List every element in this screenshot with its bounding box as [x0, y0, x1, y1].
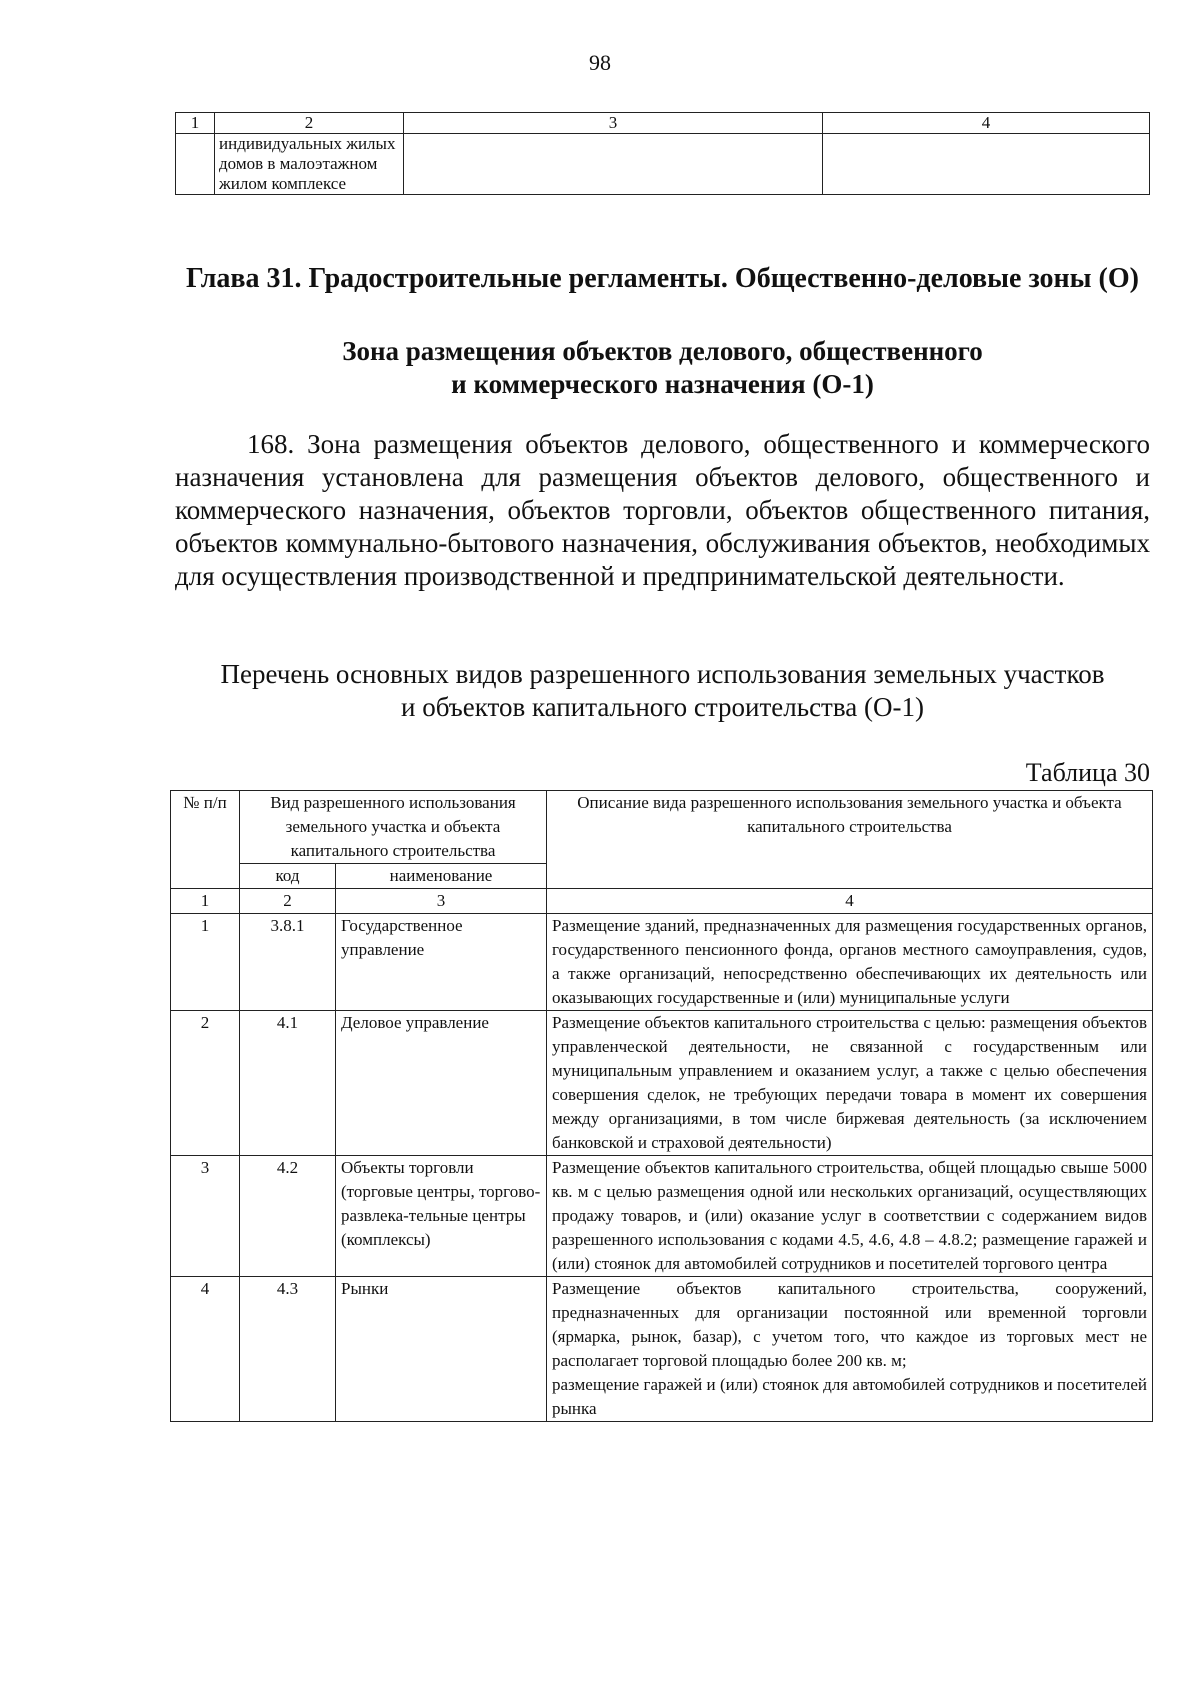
page-number: 98 — [589, 50, 611, 75]
table-row — [171, 914, 1153, 1011]
row-code-cell: 4.3 — [240, 1277, 336, 1422]
column-number-row — [171, 889, 1153, 914]
zone-title-line: и коммерческого назначения (О-1) — [451, 369, 874, 399]
row-description-cell: Размещение объектов капитального строительства с целью: размещения объектов управленческой деятельности, не связанной с государственным или муниципальным управлением и оказанием услуг, а также с целью обеспечения совершения сделок, не требующих передачи товара в момент их совершения между организациями, в том числе биржевая деятельность (за исключением банковской и страховой деятельности) — [547, 1011, 1153, 1156]
zone-title-line: Зона размещения объектов делового, общественного — [342, 336, 983, 366]
paragraph-text: 168. Зона размещения объектов делового, общественного и коммерческого назначения установлена для размещения объектов делового, общественного и коммерческого назначения, объектов торговли, объектов общественного питания, объектов коммунально-бытового назначения, обслуживания объектов, необходимых для осуществления производственной и предпринимательской деятельности. — [175, 429, 1150, 591]
column-number-cell: 4 — [547, 889, 1153, 914]
continued-table-cell: индивидуальных жилых домов в малоэтажном жилом комплексе — [215, 134, 404, 195]
continued-table-header-cell: 2 — [215, 113, 404, 134]
continued-table-header-row — [176, 113, 1150, 134]
table-row — [171, 1156, 1153, 1277]
continued-table — [175, 112, 1150, 195]
zone-title — [175, 335, 1150, 401]
list-title — [175, 658, 1150, 724]
row-name-cell: Государственное управление — [336, 914, 547, 1011]
continued-table-header-cell: 3 — [404, 113, 823, 134]
row-description-cell — [547, 1277, 1153, 1422]
row-description-cell: Размещение зданий, предназначенных для размещения государственных органов, государственного пенсионного фонда, органов местного самоуправления, судов, а также организаций, непосредственно обеспечивающих их деятельность или оказывающих государственные и (или) муниципальные услуги — [547, 914, 1153, 1011]
table-row — [171, 1277, 1153, 1422]
continued-table-header-cell: 4 — [823, 113, 1150, 134]
row-num-cell: 4 — [171, 1277, 240, 1422]
continued-table-header-cell: 1 — [176, 113, 215, 134]
row-description-cell: Размещение объектов капитального строительства, общей площадью свыше 5000 кв. м с целью размещения одной или нескольких организаций, осуществляющих продажу товаров, и (или) оказание услуг в соответствии с содержанием видов разрешенного использования с кодами 4.5, 4.6, 4.8 – 4.8.2; размещение гаражей и (или) стоянок для автомобилей сотрудников и посетителей торгового центра — [547, 1156, 1153, 1277]
header-description-cell: Описание вида разрешенного использования земельного участка и объекта капитального строительства — [547, 791, 1153, 889]
header-num-cell: № п/п — [171, 791, 240, 889]
column-number-cell: 2 — [240, 889, 336, 914]
row-description-text: Размещение объектов капитального строительства, сооружений, предназначенных для организации постоянной или временной торговли (ярмарка, рынок, базар), с учетом того, что каждое из торговых мест не располагает торговой площадью более 200 кв. м; — [552, 1279, 1147, 1370]
land-use-table — [170, 790, 1153, 1422]
row-name-cell: Рынки — [336, 1277, 547, 1422]
row-code-cell: 3.8.1 — [240, 914, 336, 1011]
header-code-cell: код — [240, 864, 336, 889]
table-caption: Таблица 30 — [1025, 758, 1150, 787]
continued-table-cell — [404, 134, 823, 195]
row-description-text: размещение гаражей и (или) стоянок для автомобилей сотрудников и посетителей рынка — [552, 1375, 1147, 1418]
row-num-cell: 2 — [171, 1011, 240, 1156]
row-num-cell: 1 — [171, 914, 240, 1011]
row-name-cell: Объекты торговли (торговые центры, торгово-развлека-тельные центры (комплексы) — [336, 1156, 547, 1277]
continued-table-cell — [823, 134, 1150, 195]
chapter-title: Глава 31. Градостроительные регламенты. Общественно-деловые зоны (О) — [186, 263, 1139, 294]
column-number-cell: 1 — [171, 889, 240, 914]
list-title-line: Перечень основных видов разрешенного использования земельных участков — [220, 659, 1105, 689]
column-number-cell: 3 — [336, 889, 547, 914]
list-title-line: и объектов капитального строительства (О-1) — [401, 692, 924, 722]
continued-table-row — [176, 134, 1150, 195]
row-code-cell: 4.1 — [240, 1011, 336, 1156]
header-name-cell: наименование — [336, 864, 547, 889]
header-kind-cell: Вид разрешенного использования земельного участка и объекта капитального строительства — [240, 791, 547, 864]
row-num-cell: 3 — [171, 1156, 240, 1277]
table-header-row — [171, 791, 1153, 864]
table-row — [171, 1011, 1153, 1156]
continued-table-cell — [176, 134, 215, 195]
paragraph-168 — [175, 428, 1150, 593]
row-code-cell: 4.2 — [240, 1156, 336, 1277]
row-name-cell: Деловое управление — [336, 1011, 547, 1156]
